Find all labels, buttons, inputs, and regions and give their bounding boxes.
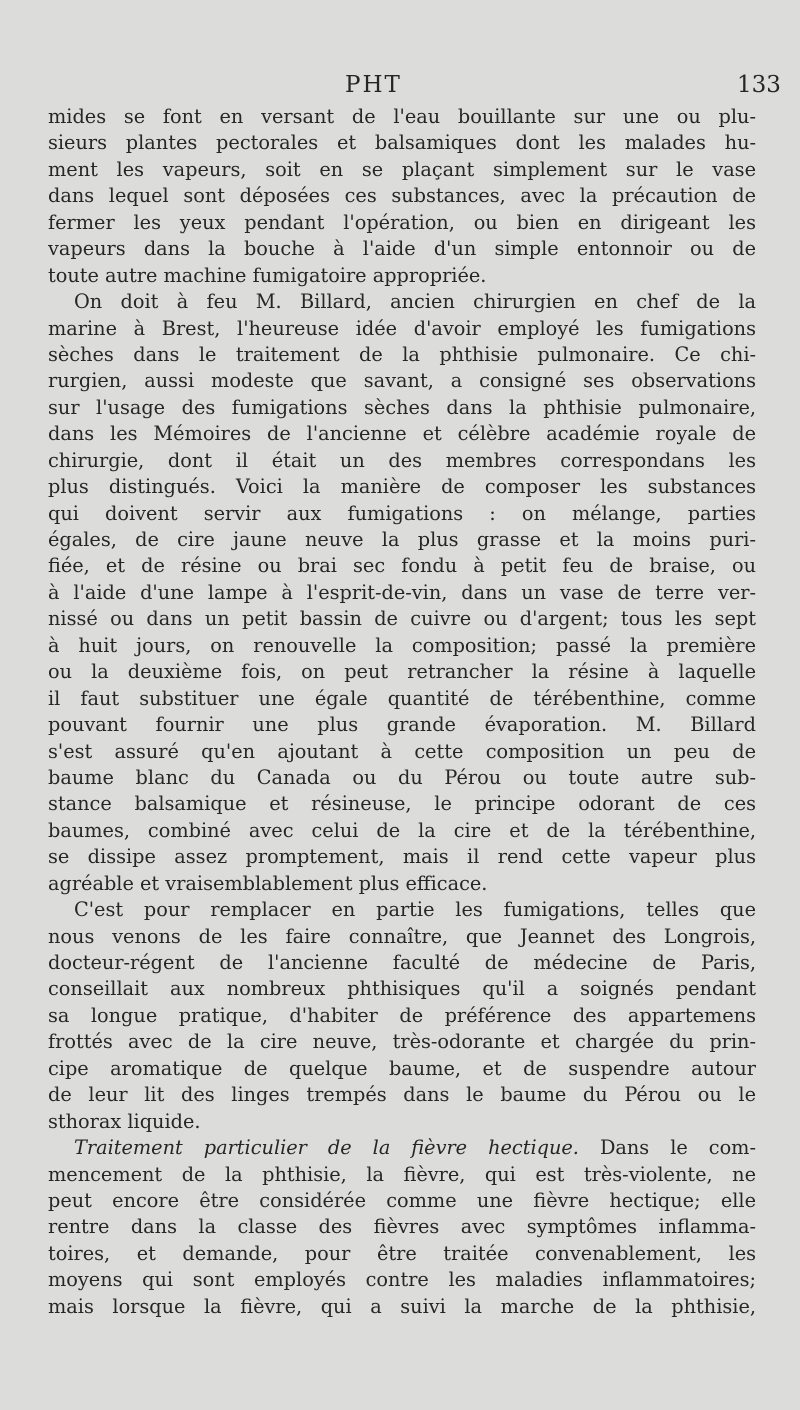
text-line: mais lorsque la fièvre, qui a suivi la marche de la phthisie, <box>48 1294 756 1318</box>
text-line: toires, et demande, pour être traitée convenablement, les <box>48 1241 756 1265</box>
text-line: vapeurs dans la bouche à l'aide d'un simple entonnoir ou de <box>48 237 756 261</box>
text-line: agréable et vraisemblablement plus efficace. <box>48 871 488 895</box>
text-line: dans lequel sont déposées ces substances, avec la précaution de <box>48 184 756 208</box>
text-line: ment les vapeurs, soit en se plaçant simplement sur le vase <box>48 157 756 181</box>
text-line: se dissipe assez promptement, mais il rend cette vapeur plus <box>48 845 756 869</box>
text-line: stance balsamique et résineuse, le principe odorant de ces <box>48 792 756 816</box>
text-line: mencement de la phthisie, la fièvre, qui est très-violente, ne <box>48 1162 756 1186</box>
text-line: nous venons de les faire connaître, que Jeannet des Longrois, <box>48 924 756 948</box>
text-line: sèches dans le traitement de la phthisie pulmonaire. Ce chi- <box>48 342 756 366</box>
text-line: On doit à feu M. Billard, ancien chirurgien en chef de la <box>74 290 756 314</box>
text-line: de leur lit des linges trempés dans le baume du Pérou ou le <box>48 1083 756 1107</box>
text-line: sthorax liquide. <box>48 1109 201 1133</box>
text-line: chirurgie, dont il était un des membres correspondans les <box>48 448 756 472</box>
text-line: sieurs plantes pectorales et balsamiques dont les malades hu- <box>48 131 756 155</box>
text-line: docteur-régent de l'ancienne faculté de médecine de Paris, <box>48 951 756 974</box>
text-line: égales, de cire jaune neuve la plus grasse et la moins puri- <box>48 528 756 551</box>
text-line: pouvant fournir une plus grande évaporation. M. Billard <box>48 713 756 737</box>
text-line: baume blanc du Canada ou du Pérou ou toute autre sub- <box>48 765 756 789</box>
text-line: baumes, combiné avec celui de la cire et de la térébenthine, <box>48 818 756 842</box>
text-line: toute autre machine fumigatoire appropriée. <box>48 263 487 287</box>
text-line: s'est assuré qu'en ajoutant à cette composition un peu de <box>48 739 756 763</box>
text-line: cipe aromatique de quelque baume, et de suspendre autour <box>48 1056 756 1080</box>
text-line: qui doivent servir aux fumigations : on mélange, parties <box>48 501 756 525</box>
text-line: fiée, et de résine ou brai sec fondu à petit feu de braise, ou <box>48 554 756 578</box>
heading-line-continuation: Dans le com- <box>599 1136 756 1160</box>
text-line: mides se font en versant de l'eau bouillante sur une ou plu- <box>48 105 756 128</box>
text-line: à huit jours, on renouvelle la composition; passé la première <box>48 633 756 657</box>
text-line: peut encore être considérée comme une fièvre hectique; elle <box>48 1188 756 1212</box>
text-line: ou la deuxième fois, on peut retrancher la résine à laquelle <box>48 660 756 684</box>
text-line: il faut substituer une égale quantité de térébenthine, comme <box>48 686 756 710</box>
running-head <box>0 72 800 104</box>
text-line: marine à Brest, l'heureuse idée d'avoir employé les fumigations <box>48 316 756 340</box>
text-line: fermer les yeux pendant l'opération, ou bien en dirigeant les <box>48 210 756 234</box>
text-line: sur l'usage des fumigations sèches dans la phthisie pulmonaire, <box>48 395 756 419</box>
text-line: nissé ou dans un petit bassin de cuivre ou d'argent; tous les sept <box>48 607 756 631</box>
text-line: dans les Mémoires de l'ancienne et célèbre académie royale de <box>48 422 756 446</box>
text-line: rurgien, aussi modeste que savant, a consigné ses observations <box>48 369 756 393</box>
text-line: frottés avec de la cire neuve, très-odorante et chargée du prin- <box>48 1030 756 1054</box>
heading-line <box>48 1135 756 1161</box>
body-text <box>48 104 756 1320</box>
text-line: C'est pour remplacer en partie les fumigations, telles que <box>74 898 756 922</box>
text-line: plus distingués. Voici la manière de composer les substances <box>48 475 756 499</box>
text-line: moyens qui sont employés contre les maladies inflammatoires; <box>48 1268 756 1292</box>
text-line: sa longue pratique, d'habiter de préférence des appartemens <box>48 1003 756 1027</box>
text-line: rentre dans la classe des fièvres avec symptômes inflamma- <box>48 1215 756 1239</box>
text-line: conseillait aux nombreux phthisiques qu'il a soignés pendant <box>48 977 756 1001</box>
text-line: à l'aide d'une lampe à l'esprit-de-vin, dans un vase de terre ver- <box>48 580 756 604</box>
section-heading: Traitement particulier de la fièvre hectique. <box>74 1136 579 1160</box>
page-number: 133 <box>737 72 781 98</box>
running-title: PHT <box>345 72 402 98</box>
